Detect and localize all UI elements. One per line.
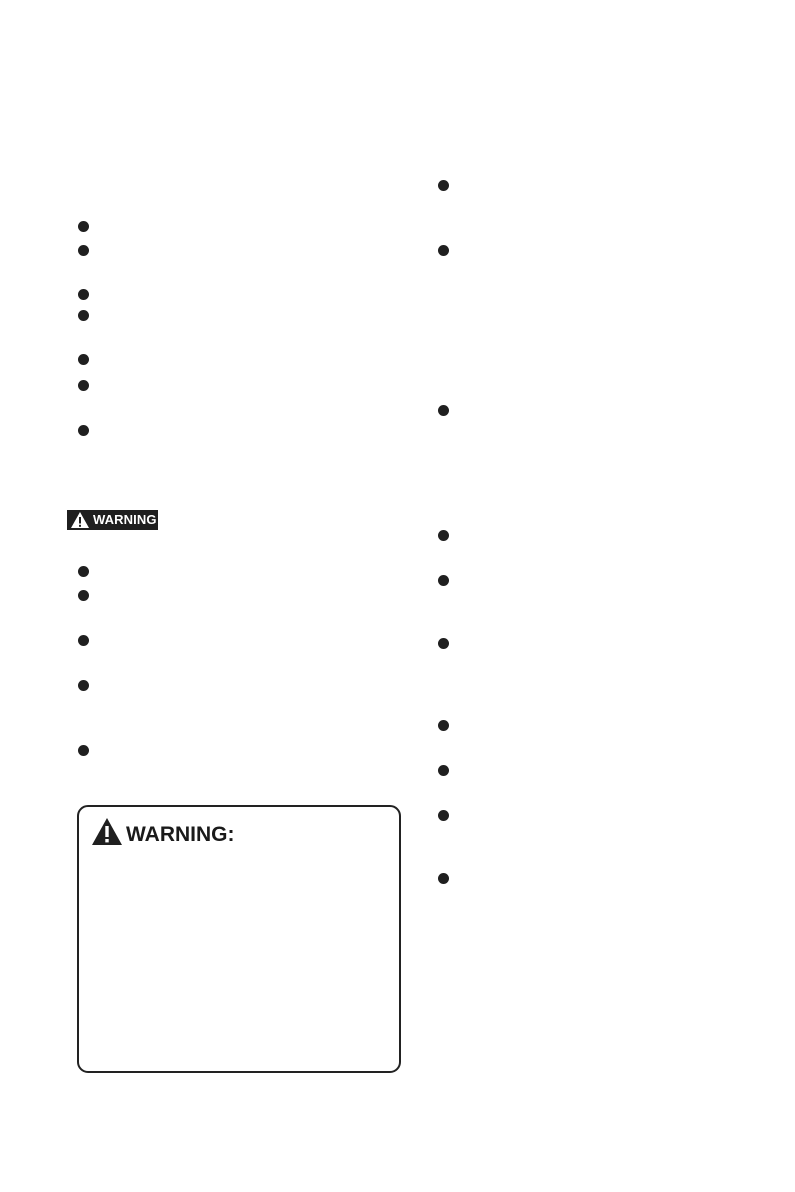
bullet-icon bbox=[78, 289, 89, 300]
bullet-icon bbox=[438, 180, 449, 191]
bullet-icon bbox=[78, 635, 89, 646]
warning-label-text: WARNING bbox=[93, 512, 157, 527]
bullet-icon bbox=[438, 405, 449, 416]
bullet-icon bbox=[438, 720, 449, 731]
bullet-icon bbox=[78, 354, 89, 365]
bullet-icon bbox=[438, 638, 449, 649]
bullet-icon bbox=[78, 310, 89, 321]
bullet-icon bbox=[78, 745, 89, 756]
bullet-icon bbox=[438, 765, 449, 776]
warning-box-title: WARNING: bbox=[126, 823, 235, 846]
bullet-icon bbox=[78, 245, 89, 256]
bullet-icon bbox=[78, 566, 89, 577]
bullet-icon bbox=[438, 810, 449, 821]
warning-box-heading bbox=[91, 817, 235, 846]
bullet-icon bbox=[78, 590, 89, 601]
warning-triangle-icon bbox=[70, 511, 90, 529]
bullet-icon bbox=[438, 873, 449, 884]
bullet-icon bbox=[78, 425, 89, 436]
bullet-icon bbox=[438, 575, 449, 586]
bullet-icon bbox=[78, 221, 89, 232]
warning-box bbox=[77, 805, 401, 1073]
bullet-icon bbox=[78, 680, 89, 691]
warning-label bbox=[67, 510, 158, 530]
bullet-icon bbox=[438, 530, 449, 541]
bullet-icon bbox=[438, 245, 449, 256]
bullet-icon bbox=[78, 380, 89, 391]
warning-triangle-icon bbox=[91, 817, 123, 846]
